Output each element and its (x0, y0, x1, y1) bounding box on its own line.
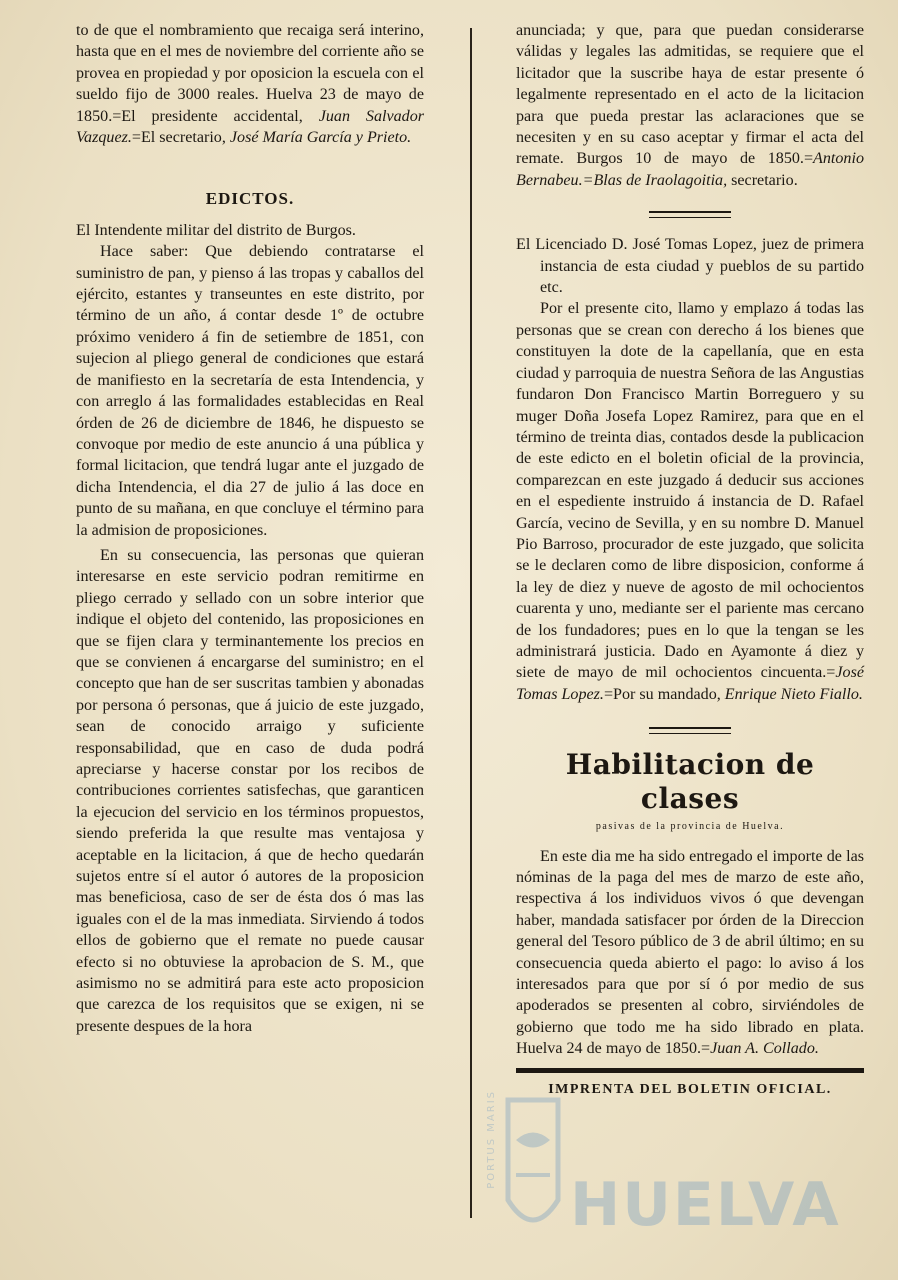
intro-paragraph (76, 20, 424, 148)
edict2-clerk: Enrique Nieto Fiallo. (724, 685, 863, 703)
intro-text: to de que el nombramiento que recaiga será interino, hasta que en el mes de noviembre del corriente año se provea en propiedad y por oposicion la escuela con el sueldo fijo de 3000 reales. Huelva 23 de mayo de 1850.=El presidente accidental, (76, 22, 424, 125)
edictos-title: EDICTOS. (205, 189, 295, 209)
intro-mid-text: =El secretario, (131, 129, 230, 147)
edict2-body (516, 298, 864, 705)
edict2-text: Por el presente cito, llamo y emplazo á todas las personas que se crean con derecho á los bienes que constituyen la dote de la capellanía, que en esta ciudad y parroquia de nuestra Señora de las Angustias fundaron Don Francisco Martin Borreguero y su muger Doña Josefa Lopez Ramirez, para que en el término de treinta dias, contados desde la publicacion de este edicto en el boletin oficial de la provincia, comparezcan en este juzgado á deducir sus acciones en el espediente instruido á instancia de D. Rafael García, vecino de Sevilla, y en su nombre D. Manuel Pio Barroso, procurador de este juzgado, que solicita se le declaren como de libre disposicion, conforme á la ley de diez y nueve de agosto de mil ochocientos cuarenta y uno, mediante ser el pariente mas cercano de los fundadores; pues en lo que la tengan se les administrará justicia. Dado en Ayamonte á diez y siete de mayo de mil ochocientos cincuenta.= (516, 300, 864, 682)
habilitacion-title: Habilitacion de clases (565, 748, 815, 816)
edict2-signer: José Tomas Lopez. (516, 664, 864, 703)
continuation-end: secretario. (727, 171, 798, 189)
section-rule-1 (649, 211, 731, 218)
habilitacion-signer: Juan A. Collado. (710, 1040, 819, 1058)
left-column (76, 20, 424, 1037)
watermark-side-text: PORTUS MARIS (486, 1090, 497, 1189)
imprenta-label: IMPRENTA DEL BOLETIN OFICIAL. (548, 1081, 832, 1097)
intro-president-name: Juan Salvador Vazquez. (76, 107, 425, 147)
edict1-paragraph-2: En su consecuencia, las personas que quieran interesarse en este servicio podran remitirme en pliego cerrado y sellado con un sobre interior que indique el objeto del contenido, las proposiciones en que se fijen clara y terminantemente los precios en que se convienen á encargarse del suministro; en el concepto que han de ser suscritas tambien y abonadas por persona ó personas, que á juicio de este juzgado, sean de conocido arraigo y suficiente responsabilidad, que en caso de duda podrá apreciarse y hacerse constar por los recibos de contribuciones corrientes satisfechas, que garanticen la ejecucion del servicio en los términos propuestos, siendo preferida la que resulte mas ventajosa y aceptable en la licitacion, á que de hecho quedarán sujetos entre sí el autor ó autores de la proposicion mas beneficiosa, caso de ser de ésta dos ó mas las iguales con el de la mas inmediata. Sirviendo á todos ellos de gobierno que el remate no puede causar efecto si no obtuviese la aprobacion de S. M., que asimismo no se admitirá para este acto proposicion que carezca de los requisitos que se exigen, ni se presente despues de la hora (76, 546, 424, 1035)
habilitacion-text: En este dia me ha sido entregado el importe de las nóminas de la paga del mes de marzo de este año, respectiva á los individuos vivos ó que devengan haber, mandada satisfacer por órden de la Direccion general del Tesoro público de 3 de abril último; en su consecuencia queda abierto el pago: lo aviso á los interesados para que por sí ó por medio de sus apoderados se presenten al cobro, sirviéndoles de gobierno que todo me ha sido librado en plata. Huelva 24 de mayo de 1850.= (516, 847, 864, 1058)
watermark-text: HUELVA (570, 1170, 841, 1240)
continuation-signers: Antonio Bernabeu.=Blas de Iraolagoitia, (516, 150, 864, 189)
edict1-header: El Intendente militar del distrito de Burgos. (76, 221, 356, 239)
habilitacion-body (516, 846, 864, 1060)
archive-watermark (478, 1080, 858, 1260)
column-divider (470, 28, 472, 1218)
continuation-paragraph (516, 20, 864, 191)
edict1-paragraph-1: Hace saber: Que debiendo contratarse el suministro de pan, y pienso á las tropas y caballos del ejército, estantes y transeuntes en este distrito, por término de un año, á contar desde 1º de octubre próximo venidero á fin de setiembre de 1851, con sujecion al pliego general de condiciones que estará de manifiesto en la secretaría de esta Intendencia, y con arreglo á las formalidades establecidas en Real órden de 26 de diciembre de 1846, he dispuesto se convoque por medio de este anuncio á una pública y formal licitacion, que tendrá lugar ante el juzgado de dicha Intendencia, el dia 27 de julio á las doce en punto de su mañana, en que concluye el término para la admision de proposiciones. (76, 243, 424, 539)
right-column (516, 20, 864, 1100)
edict2-header: El Licenciado D. José Tomas Lopez, juez de primera instancia de esta ciudad y pueblos de su partido etc. (516, 236, 864, 297)
section-rule-2 (649, 727, 731, 734)
intro-secretary-name: José María García y Prieto. (229, 129, 412, 147)
continuation-text: anunciada; y que, para que puedan considerarse válidas y legales las admitidas, se requiere que el licitador que la suscribe haya de estar presente ó legalmente representado en el acto de la licitacion para que pueda prestar las aclaraciones que se necesiten y en su caso aceptar y firmar el acta del remate. Burgos 10 de mayo de 1850.= (516, 22, 864, 168)
edict2-mid: =Por su mandado, (603, 685, 725, 703)
habilitacion-subtitle: pasivas de la provincia de Huelva. (595, 821, 785, 833)
